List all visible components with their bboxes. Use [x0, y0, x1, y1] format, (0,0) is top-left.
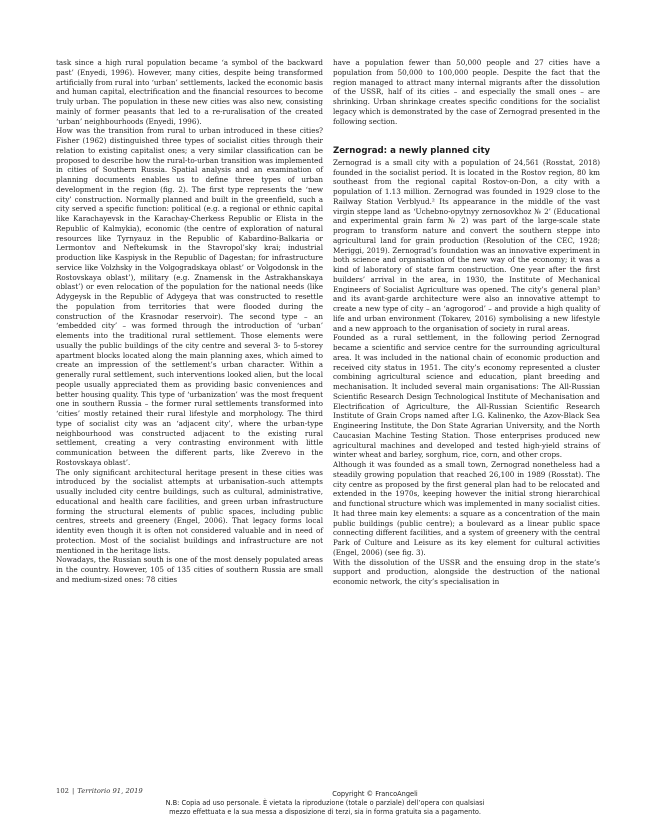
- copyright-line: mezzo effettuata e la sua messa a disposizione di terzi, sia in forma gratuita sia a pagamento.: [169, 808, 481, 816]
- paragraph: Zernograd is a small city with a population of 24,561 (Rosstat, 2018) founded in the socialist period. It is located in the Rostov region, 80 km southeast from the regional capital Rostov-on-Don, a city with a population of 1.13 million. Zernograd was founded in 1929 close to the Railway Station Verblyud.² Its appearance in the middle of the vast virgin steppe land as ‘Uchebno-opytnyy zernosovkhoz № 2’ (Educational and experimental grain farm № 2) was part of the large-scale state program to transform nature and convert the southern steppe into agricultural land for grain production (Resolution of the CEC, 1928; Meriggi, 2019). Zernograd’s foundation was an innovative experiment in both science and organisation of the new way of the economy; it was a kind of laboratory of state farm construction. One year after the first builders’ arrival in the area, in 1930, the Institute of Mechanical Engineers of Socialist Agriculture was opened. The city’s general plan³ and its avant-garde architecture were also an innovative attempt to create a new type of city – an ‘agrogorod’ – and provide a high quality of life and urban environment (Tokarev, 2016) symbolising a new lifestyle and a new approach to the organisation of society in rural areas.: [333, 157, 600, 333]
- paragraph: Although it was founded as a small town, Zernograd nonetheless had a steadily growing population that reached 26,100 in 1989 (Rosstat). The city centre as proposed by the first general plan had to be relocated and extended in the 1970s, keeping however the initial strong hierarchical and functional structure which was implemented in many socialist cities. It had three main key elements: a square as a concentration of the main public buildings (public centre); a boulevard as a linear public space connecting different facilities, and a system of greenery with the central Park of Culture and Leisure as its key element for cultural activities (Engel, 2006) (see fig. 3).: [333, 460, 600, 557]
- page-number: 102: [56, 787, 69, 795]
- paragraph: How was the transition from rural to urban introduced in these cities? Fisher (1962) distinguished three types of socialist cities through their relation to existing capitalist ones; a very similar classification can be proposed to describe how the rural-to-urban transition was implemented in cities of Southern Russia. Spatial analysis and an examination of planning documents enables us to define three types of urban development in the region (fig. 2). The first type represents the ‘new city’ construction. Normally planned and built in the greenfield, such a city served a specific function: political (e.g. a regional or ethnic capital like Karachayevsk in the Karachay-Cherkess Republic or Elista in the Republic of Kalmykia), economic (the centre of exploration of natural resources like Tyrnyauz in the Republic of Kabardino-Balkaria or Lermontov and Neftekumsk in the Stavropol’sky krai; industrial production like Kaspiysk in the Republic of Dagestan; for infrastructure service like Volzhsky in the Volgogradskaya oblast’ or Volgodonsk in the Rostovskaya oblast’), military (e.g. Znamensk in the Astrakhanskaya oblast’) or even relocation of the population for the national needs (like Adygeysk in the Republic of Adygeya that was constructed to resettle the population from territories that were flooded during the construction of the Krasnodar reservoir). The second type – an ‘embedded city’ – was formed through the introduction of ‘urban’ elements into the traditional rural settlement. Those elements were usually the public buildings of the city centre and several 3- to 5-storey apartment blocks located along the main planning axes, which aimed to create an impression of the settlement’s urban character. Within a generally rural settlement, such interventions looked alien, but the local people usually appreciated them as providing basic conveniences and better housing quality. This type of ‘urbanization’ was the most frequent one in southern Russia – the former rural settlements transformed into ‘cities’ mostly retained their rural lifestyle and morphology. The third type of socialist city was an ‘adjacent city’, where the urban-type neighbourhood was constructed adjacent to the existing rural settlement, creating a very contrasting environment with little communication between the different parts, like Zverevo in the Rostovskaya oblast’.: [56, 126, 323, 467]
- paragraph: With the dissolution of the USSR and the ensuing drop in the state’s support and production, alongside the destruction of the national economic network, the city’s specialisation in: [333, 557, 600, 586]
- section-spacer: [333, 126, 600, 136]
- section-heading: Zernograd: a newly planned city: [333, 145, 491, 156]
- paragraph: Founded as a rural settlement, in the following period Zernograd became a scientific and service centre for the surrounding agricultural area. It was included in the national chain of economic production and received city status in 1951. The city’s economy represented a cluster combining agricultural science and education, plant breeding and mechanisation. It included several main organisations: The All-Russian Scientific Research Design Technological Institute of Mechanisation and Electrification of Agriculture, the All-Russian Scientific Research Institute of Grain Crops named after I.G. Kalinenko, the Azov-Black Sea Engineering Institute, the Don State Agrarian University, and the North Caucasian Machine Testing Station. Those enterprises produced new agricultural machines and developed and tested high-yield strains of winter wheat and barley, sorghum, rice, corn, and other crops.: [333, 333, 600, 460]
- right-column: [333, 58, 600, 587]
- footer-separator: |: [71, 787, 75, 795]
- section-spacer: [333, 136, 600, 146]
- paragraph: task since a high rural population became ‘a symbol of the backward past’ (Enyedi, 1996). However, many cities, despite being transformed artificially from rural into ‘urban’ settlements, lacked the economic basis and human capital, electrification and the financial resources to become truly urban. The population in these new cities was also new, consisting mainly of former peasants that led to a re-ruralisation of the created ‘urban’ neighbourhoods (Enyedi, 1996).: [56, 58, 323, 126]
- copyright-line: Copyright © FrancoAngeli: [332, 790, 418, 798]
- copyright-notice: [0, 790, 650, 817]
- copyright-line: N.B: Copia ad uso personale. È vietata la riproduzione (totale o parziale) dell’opera con qualsiasi: [165, 799, 485, 807]
- paragraph: The only significant architectural heritage present in these cities was introduced by the socialist attempts at urbanisation–such attempts usually included city centre buildings, such as cultural, administrative, educational and health care facilities, and green urban infrastructure forming the structural elements of public spaces, including public centres, streets and greenery (Engel, 2006). That legacy forms local identity even though it is often not considered valuable and in need of protection. Most of the socialist buildings and infrastructure are not mentioned in the heritage lists.: [56, 467, 323, 555]
- paragraph: Nowadays, the Russian south is one of the most densely populated areas in the country. However, 105 of 135 cities of southern Russia are small and medium-sized ones: 78 cities: [56, 555, 323, 584]
- left-column: [56, 58, 323, 585]
- paragraph: have a population fewer than 50,000 people and 27 cities have a population from 50,000 to 100,000 people. Despite the fact that the region managed to attract many internal migrants after the dissolution of the USSR, half of its cities – and especially the small ones – are shrinking. Urban shrinkage creates specific conditions for the socialist legacy which is demonstrated by the case of Zernograd presented in the following section.: [333, 58, 600, 126]
- journal-citation: Territorio 91, 2019: [77, 787, 143, 795]
